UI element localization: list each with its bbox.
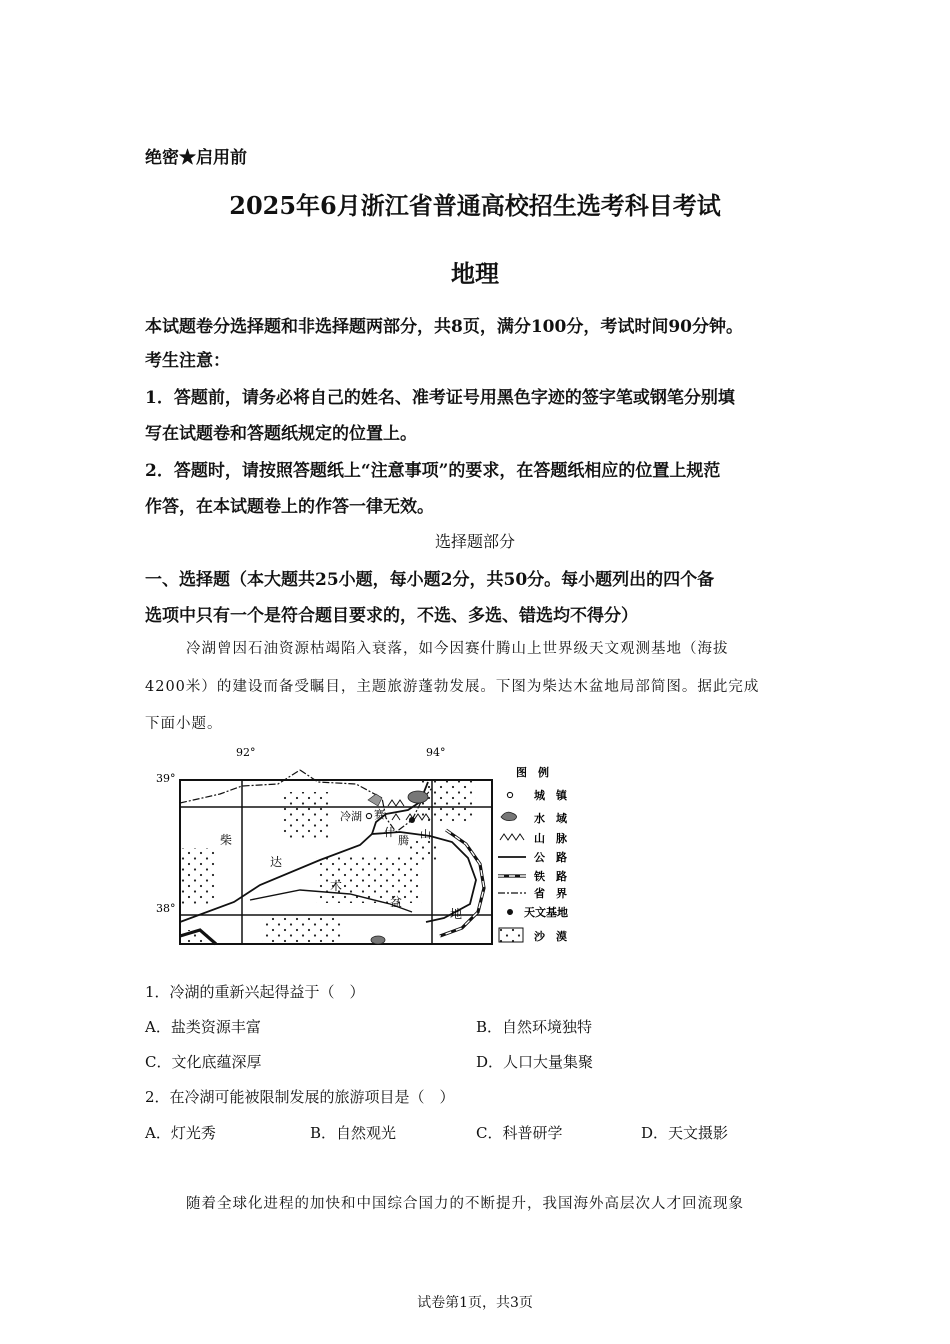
- svg-text:公 路: 公 路: [534, 851, 567, 864]
- place-lenghu: 冷湖: [340, 810, 362, 823]
- exam-title: 2025年6月浙江省普通高校招生选考科目考试: [229, 191, 721, 220]
- observatory-base: [409, 817, 415, 823]
- q2-option-b: B．自然观光: [310, 1124, 397, 1142]
- q1-option-b: B．自然环境独特: [476, 1018, 593, 1036]
- q2-option-a: A．灯光秀: [145, 1124, 216, 1142]
- note1-line2: 写在试题卷和答题纸规定的位置上。: [145, 424, 417, 444]
- svg-text:沙 漠: 沙 漠: [534, 930, 567, 943]
- basin-char: 地: [450, 907, 463, 921]
- svg-text:山 脉: 山 脉: [534, 832, 567, 845]
- basin-char: 木: [330, 879, 343, 893]
- part-instruction-line2: 选项中只有一个是符合题目要求的，不选、多选、错选均不得分）: [145, 606, 638, 626]
- mountain-char: 赛: [374, 808, 385, 821]
- water-body: [408, 791, 428, 803]
- passage1-line2: 4200米）的建设而备受瞩目，主题旅游蓬勃发展。下图为柴达木盆地局部简图。据此完成: [145, 679, 760, 695]
- confidential-label: 绝密★启用前: [145, 148, 247, 168]
- svg-text:省 界: 省 界: [534, 887, 567, 900]
- lat-label-39: 39°: [156, 772, 176, 785]
- q1-stem: 1．冷湖的重新兴起得益于（ ）: [145, 983, 365, 1001]
- basin-char: 柴: [220, 833, 233, 847]
- passage1-line3: 下面小题。: [145, 716, 223, 732]
- svg-text:城 镇: 城 镇: [534, 789, 567, 802]
- lon-label-92: 92°: [236, 746, 256, 759]
- town-lenghu: [366, 813, 371, 818]
- mountain-char: 腾: [398, 834, 409, 847]
- page-footer: 试卷第1页，共3页: [417, 1295, 533, 1311]
- mountain-range: [388, 800, 404, 806]
- svg-text:天文基地: 天文基地: [524, 906, 568, 919]
- mountain-char: 山: [420, 828, 431, 841]
- passage2-line1: 随着全球化进程的加快和中国综合国力的不断提升，我国海外高层次人才回流现象: [186, 1196, 744, 1212]
- svg-text:图 例: 图 例: [516, 766, 549, 779]
- part-instruction-line1: 一、选择题（本大题共25小题，每小题2分，共50分。每小题列出的四个备: [145, 570, 715, 590]
- q1-option-d: D．人口大量集聚: [476, 1053, 594, 1071]
- mountain-char: 什: [384, 826, 395, 839]
- map-legend: [498, 765, 568, 943]
- basin-char: 盆: [390, 895, 403, 909]
- note1-line1: 1．答题前，请务必将自己的姓名、准考证号用黑色字迹的签字笔或钢笔分别填: [145, 388, 735, 408]
- q1-option-c: C．文化底蕴深厚: [145, 1053, 262, 1071]
- q1-option-a: A．盐类资源丰富: [145, 1018, 261, 1036]
- note2-line1: 2．答题时，请按照答题纸上“注意事项”的要求，在答题纸相应的位置上规范: [145, 461, 721, 481]
- lat-label-38: 38°: [156, 902, 176, 915]
- qaidam-basin-map: [150, 740, 590, 950]
- section-heading: 选择题部分: [434, 532, 515, 551]
- note2-line2: 作答，在本试题卷上的作答一律无效。: [145, 497, 434, 517]
- basin-char: 达: [270, 855, 283, 869]
- subject-title: 地理: [451, 259, 499, 288]
- q2-option-d: D．天文摄影: [641, 1124, 729, 1142]
- notice-heading: 考生注意：: [145, 351, 230, 371]
- q2-stem: 2．在冷湖可能被限制发展的旅游项目是（ ）: [145, 1088, 455, 1106]
- passage1-line1: 冷湖曾因石油资源枯竭陷入衰落，如今因赛什腾山上世界级天文观测基地（海拔: [186, 641, 729, 657]
- svg-text:铁 路: 铁 路: [534, 870, 567, 883]
- lon-label-94: 94°: [426, 746, 446, 759]
- q2-option-c: C．科普研学: [476, 1124, 563, 1142]
- svg-text:水 域: 水 域: [534, 812, 567, 825]
- intro-line: 本试题卷分选择题和非选择题两部分，共8页，满分100分，考试时间90分钟。: [145, 317, 743, 337]
